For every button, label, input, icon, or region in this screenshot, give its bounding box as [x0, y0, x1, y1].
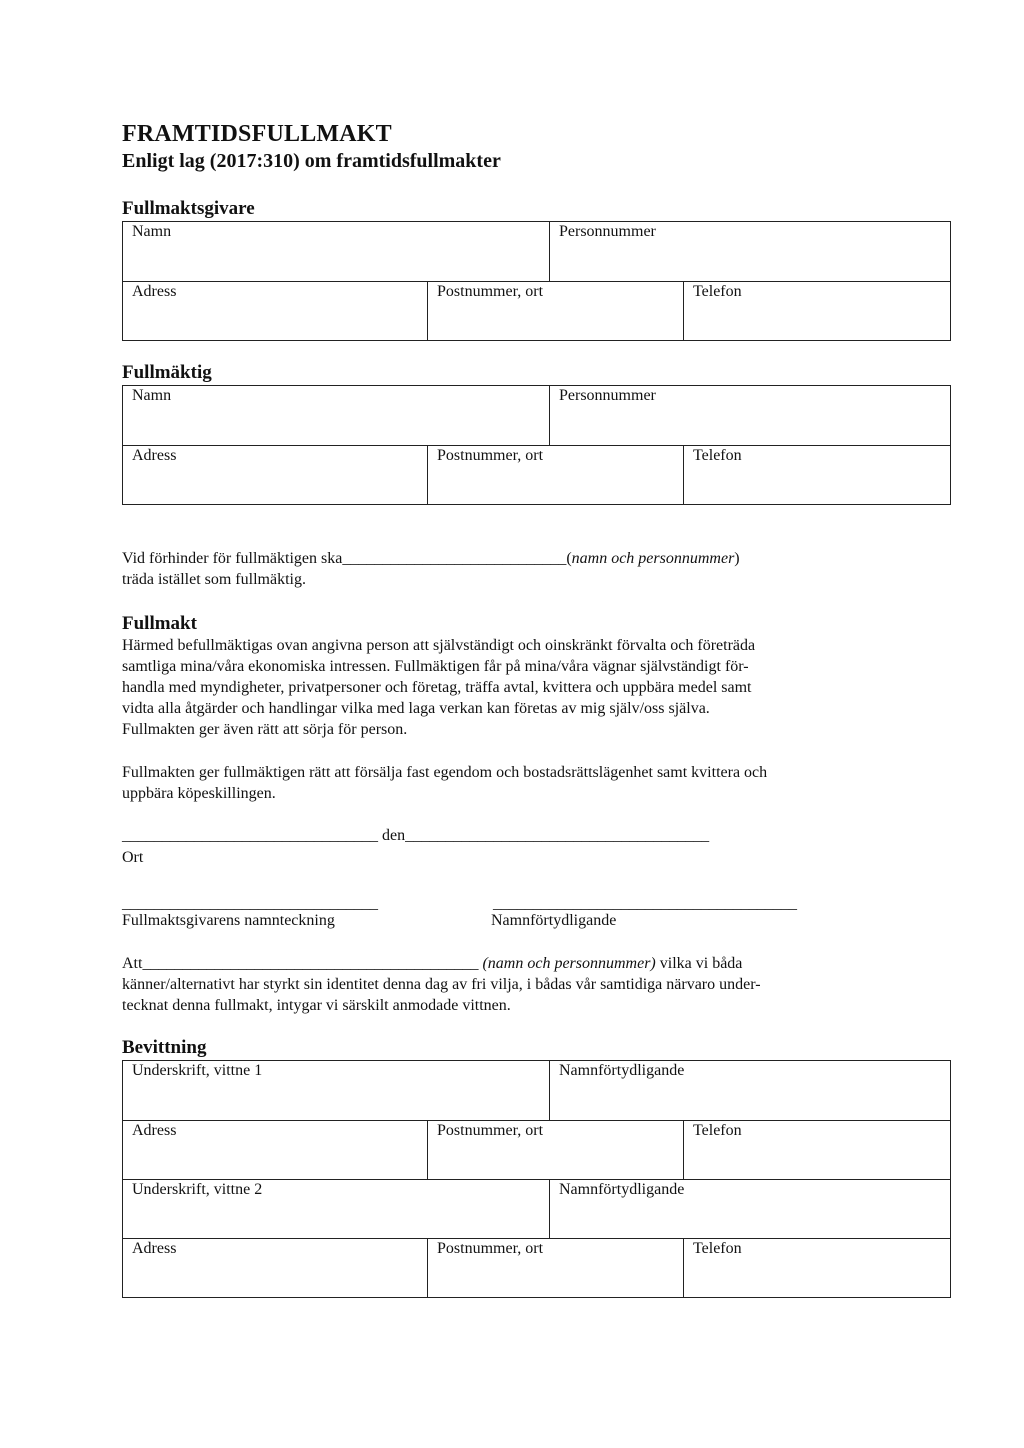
vittne2-row-1 — [123, 1179, 950, 1238]
fullmakt-line: Fullmakten ger även rätt att sörja för person. — [122, 721, 408, 738]
field-label: Postnummer, ort — [437, 1122, 544, 1139]
field-label: Underskrift, vittne 2 — [132, 1181, 263, 1198]
den-label: den — [382, 827, 406, 844]
attest-line-1 — [122, 953, 972, 974]
field-label: Postnummer, ort — [437, 283, 544, 300]
ort-blank[interactable]: ________________________________ — [122, 827, 378, 844]
fullmakt-paragraph-1 — [122, 635, 972, 740]
fullmaktig-row-1 — [123, 386, 950, 445]
ort-date-line — [122, 825, 922, 846]
substitute-prefix: Vid förhinder för fullmäktigen ska — [122, 550, 343, 567]
vittne2-underskrift-field[interactable] — [123, 1180, 549, 1238]
field-label: Personnummer — [559, 223, 656, 240]
field-label: Telefon — [693, 283, 742, 300]
vittne1-namnfortydligande-field[interactable] — [549, 1061, 950, 1120]
attest-prefix: Att — [122, 955, 143, 972]
name-clarification-label: Namnförtydligande — [491, 912, 617, 929]
bevittning-table — [122, 1060, 951, 1298]
substitute-paragraph — [122, 548, 962, 590]
substitute-line-2: träda istället som fullmäktig. — [122, 571, 306, 588]
section-heading-bevittning: Bevittning — [122, 1037, 207, 1058]
fullmaktsgivare-personnummer-field[interactable] — [549, 222, 950, 281]
vittne2-namnfortydligande-field[interactable] — [549, 1180, 950, 1238]
fullmaktig-row-2 — [123, 445, 950, 504]
fullmakt-line: uppbära köpeskillingen. — [122, 785, 276, 802]
date-blank[interactable]: ______________________________________ — [405, 827, 710, 844]
fullmaktsgivare-row-1 — [123, 222, 950, 281]
fullmakt-paragraph-2 — [122, 762, 972, 804]
section-heading-fullmaktig: Fullmäktig — [122, 362, 212, 383]
fullmaktsgivare-row-2 — [123, 281, 950, 340]
fullmaktsgivare-postnummer-field[interactable] — [427, 282, 683, 340]
field-label: Personnummer — [559, 387, 656, 404]
vittne1-telefon-field[interactable] — [683, 1121, 950, 1179]
vittne1-adress-field[interactable] — [123, 1121, 427, 1179]
attest-suffix: vilka vi båda — [659, 955, 743, 972]
field-label: Namn — [132, 387, 172, 404]
vittne1-underskrift-field[interactable] — [123, 1061, 549, 1120]
field-label: Adress — [132, 283, 177, 300]
signature-blank[interactable]: ________________________________ — [122, 895, 378, 912]
attest-line-3: tecknat denna fullmakt, intygar vi särskilt anmodade vittnen. — [122, 997, 511, 1014]
section-heading-fullmakt: Fullmakt — [122, 613, 197, 634]
vittne2-adress-field[interactable] — [123, 1239, 427, 1297]
substitute-blank[interactable]: ____________________________ — [342, 550, 567, 567]
section-heading-fullmaktsgivare: Fullmaktsgivare — [122, 198, 255, 219]
fullmakt-line: handla med myndigheter, privatpersoner och företag, träffa avtal, kvittera och uppbära medel samt — [122, 679, 752, 696]
substitute-line-1: Vid förhinder för fullmäktigen ska____________________________(namn och personnummer) — [122, 550, 740, 567]
fullmaktig-adress-field[interactable] — [123, 446, 427, 504]
vittne1-postnummer-field[interactable] — [427, 1121, 683, 1179]
vittne2-row-2 — [123, 1238, 950, 1297]
signature-label: Fullmaktsgivarens namnteckning — [122, 912, 335, 929]
vittne2-telefon-field[interactable] — [683, 1239, 950, 1297]
vittne2-postnummer-field[interactable] — [427, 1239, 683, 1297]
attest-hint: (namn och personnummer) — [482, 955, 656, 972]
attest-paragraph — [122, 953, 972, 1016]
field-label: Underskrift, vittne 1 — [132, 1062, 263, 1079]
vittne1-row-1 — [123, 1061, 950, 1120]
fullmakt-line: samtliga mina/våra ekonomiska intressen. Fullmäktigen får på mina/våra vägnar självständigt för- — [122, 658, 749, 675]
document-subtitle: Enligt lag (2017:310) om framtidsfullmakter — [122, 150, 501, 172]
fullmakt-line: Fullmakten ger fullmäktigen rätt att försälja fast egendom och bostadsrättslägenhet samt kvittera och — [122, 764, 768, 781]
field-label: Postnummer, ort — [437, 1240, 544, 1257]
field-label: Telefon — [693, 1122, 742, 1139]
field-label: Namn — [132, 223, 172, 240]
fullmaktig-postnummer-field[interactable] — [427, 446, 683, 504]
field-label: Telefon — [693, 1240, 742, 1257]
name-clarification-blank[interactable]: ______________________________________ — [493, 895, 797, 912]
field-label: Telefon — [693, 447, 742, 464]
field-label: Adress — [132, 1240, 177, 1257]
document-title: FRAMTIDSFULLMAKT — [122, 121, 392, 147]
substitute-hint: namn och personnummer — [571, 550, 735, 567]
fullmaktig-telefon-field[interactable] — [683, 446, 950, 504]
fullmaktsgivare-table — [122, 221, 951, 341]
fullmaktsgivare-namn-field[interactable] — [123, 222, 549, 281]
attest-blank[interactable]: __________________________________________ — [142, 955, 479, 972]
fullmaktig-table — [122, 385, 951, 505]
field-label: Namnförtydligande — [559, 1181, 685, 1198]
fullmaktsgivare-telefon-field[interactable] — [683, 282, 950, 340]
field-label: Postnummer, ort — [437, 447, 544, 464]
fullmaktig-namn-field[interactable] — [123, 386, 549, 445]
fullmakt-line: vidta alla åtgärder och handlingar vilka med laga verkan kan företas av mig själv/oss själva. — [122, 700, 710, 717]
fullmaktig-personnummer-field[interactable] — [549, 386, 950, 445]
fullmakt-line: Härmed befullmäktigas ovan angivna person att självständigt och oinskränkt förvalta och företräda — [122, 637, 756, 654]
attest-line-2: känner/alternativt har styrkt sin identitet denna dag av fri vilja, i bådas vår samtidiga närvaro under- — [122, 976, 761, 993]
field-label: Adress — [132, 1122, 177, 1139]
field-label: Adress — [132, 447, 177, 464]
ort-label: Ort — [122, 849, 144, 866]
fullmaktsgivare-adress-field[interactable] — [123, 282, 427, 340]
field-label: Namnförtydligande — [559, 1062, 685, 1079]
vittne1-row-2 — [123, 1120, 950, 1179]
